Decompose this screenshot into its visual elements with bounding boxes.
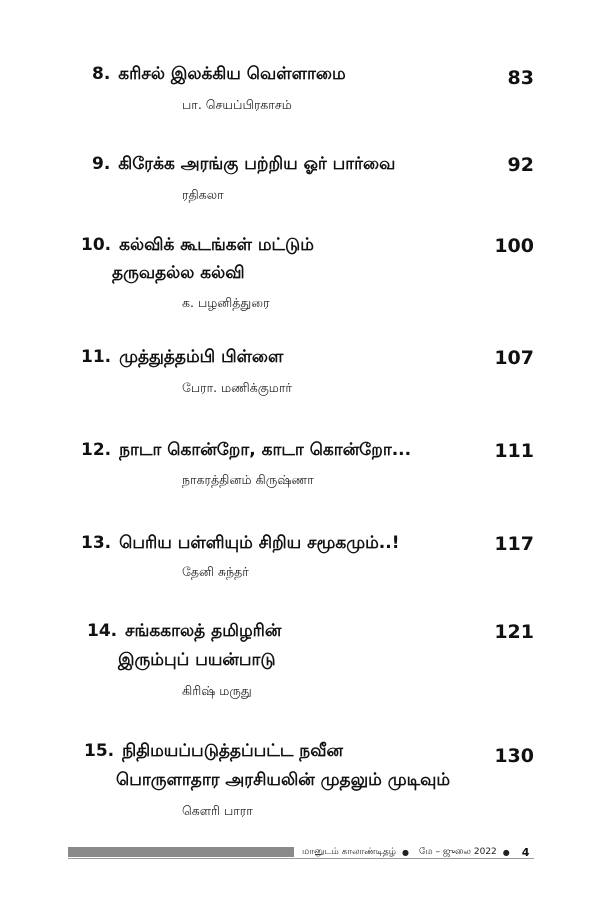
entry-title-line: கரிசல் இலக்கிய வெள்ளாமை [118, 64, 346, 84]
entry-title-line: இரும்புப் பயன்பாடு [118, 650, 276, 670]
entry-number: 12. [81, 440, 112, 460]
entry-page-number: 111 [494, 440, 534, 462]
entry-author: பேரா. மணிக்குமார் [182, 380, 292, 395]
entry-title-line: பெரிய பள்ளியும் சிறிய சமூகமும்..! [119, 533, 400, 553]
entry-page-number: 83 [507, 67, 534, 89]
entry-title [81, 436, 411, 464]
entry-title [81, 343, 283, 371]
entry-page-number: 100 [494, 235, 534, 257]
entry-number: 14. [87, 621, 118, 641]
entry-page-number: 92 [507, 154, 534, 176]
entry-author: நாகரத்தினம் கிருஷ்ணா [182, 472, 314, 487]
entry-title [92, 60, 346, 88]
entry-number: 8. [92, 64, 111, 84]
entry-title [84, 737, 343, 765]
footer-bar [68, 847, 294, 857]
entry-number: 13. [81, 533, 112, 553]
entry-number: 11. [81, 347, 112, 367]
footer-page-number: 4 [521, 845, 530, 859]
entry-page-number: 117 [494, 533, 534, 555]
entry-title-line: நிதிமயப்படுத்தப்பட்ட நவீன [122, 741, 343, 761]
entry-title-line: நாடா கொன்றோ, காடா கொன்றோ... [119, 440, 412, 460]
entry-page-number: 107 [494, 347, 534, 369]
entry-title [87, 617, 281, 645]
entry-author: க. பழனித்துரை [182, 295, 270, 310]
footer-bullet-icon: ● [502, 847, 510, 857]
entry-title-line: சங்ககாலத் தமிழரின் [125, 621, 282, 641]
entry-title-line: தருவதல்ல கல்வி [112, 263, 245, 283]
footer-issue: மே – ஜுலை 2022 [419, 846, 497, 857]
entry-title [81, 231, 314, 259]
entry-author: கிரிஷ் மருது [182, 683, 252, 698]
entry-author: பா. செயப்பிரகாசம் [182, 97, 292, 112]
entry-author: தேனி சுந்தர் [182, 564, 249, 579]
entry-title-line: முத்துத்தம்பி பிள்ளை [119, 347, 284, 367]
entry-title [81, 529, 399, 557]
entry-number: 15. [84, 741, 115, 761]
entry-author: கௌரி பாரா [182, 803, 253, 818]
entry-number: 9. [92, 154, 111, 174]
footer-rule [68, 858, 534, 859]
entry-title-line: பொருளாதார அரசியலின் முதலும் முடிவும் [116, 770, 451, 790]
footer-magazine-name: மானுடம் காலாண்டிதழ் [302, 846, 397, 857]
entry-page-number: 121 [494, 621, 534, 643]
page-footer [68, 845, 534, 859]
entry-title-line: கல்விக் கூடங்கள் மட்டும் [119, 235, 314, 255]
entry-page-number: 130 [494, 745, 534, 767]
footer-bullet-icon: ● [402, 847, 409, 857]
entry-author: ரதிகலா [182, 187, 224, 202]
entry-number: 10. [81, 235, 112, 255]
entry-title-line: கிரேக்க அரங்கு பற்றிய ஓர் பார்வை [118, 154, 396, 174]
entry-title [92, 150, 395, 178]
